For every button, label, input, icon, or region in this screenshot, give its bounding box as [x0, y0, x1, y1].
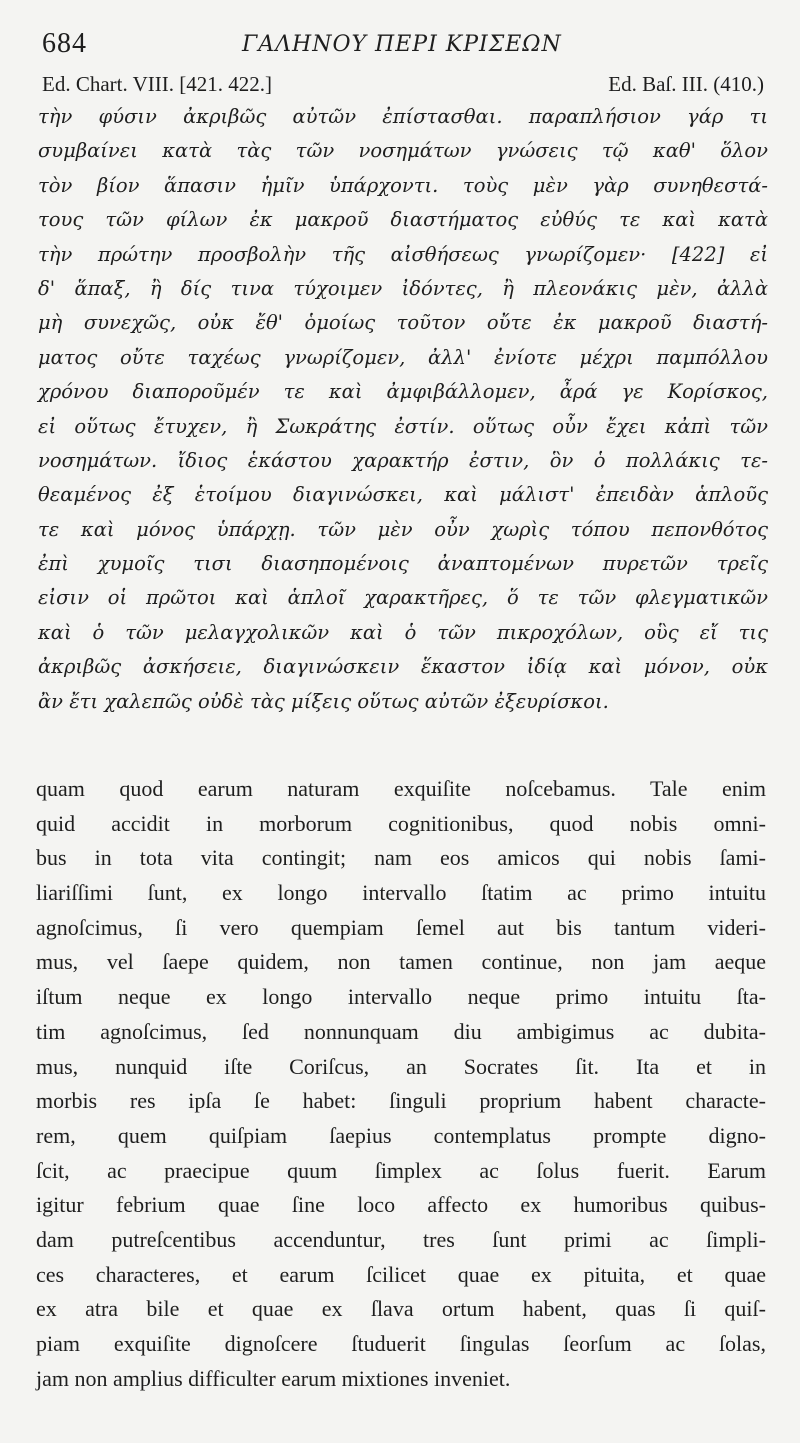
latin-text-line: ces characteres, et earum ſcilicet quae ex pituita, et quae [36, 1261, 766, 1287]
greek-text-line: ἂν ἔτι χαλεπῶς οὐδὲ τὰς μίξεις οὕτως αὐτῶν ἐξευρίσκοι. [38, 689, 609, 713]
latin-text-line: mus, nunquid iſte Coriſcus, an Socrates ſit. Ita et in [36, 1053, 766, 1079]
latin-text-line: rem, quem quiſpiam ſaepius contemplatus prompte digno- [36, 1122, 766, 1148]
greek-text-line: τε καὶ μόνος ὑπάρχῃ. τῶν μὲν οὖν χωρὶς τόπου πεπονθότος [38, 517, 768, 541]
latin-text-line: dam putreſcentibus accenduntur, tres ſunt primi ac ſimpli- [36, 1226, 766, 1252]
greek-text-line: ἐπὶ χυμοῖς τισι διασηπομένοις ἀναπτομένων πυρετῶν τρεῖς [38, 552, 768, 576]
latin-text-line: quam quod earum naturam exquiſite noſcebamus. Tale enim [36, 776, 766, 801]
latin-text-line: liariſſimi ſunt, ex longo intervallo ſtatim ac primo intuitu [36, 880, 766, 906]
latin-text-line: piam exquiſite dignoſcere ſtuduerit ſingulas ſeorſum ac ſolas, [36, 1331, 766, 1356]
greek-text-line: νοσημάτων. ἴδιος ἑκάστου χαρακτήρ ἐστιν, ὃν ὁ πολλάκις τε- [38, 448, 768, 472]
greek-text-line: χρόνου διαποροῦμέν τε καὶ ἀμφιβάλλομεν, ἆρά γε Κορίσκος, [38, 380, 768, 404]
edition-references [42, 72, 764, 100]
latin-text-line: bus in tota vita contingit; nam eos amicos qui nobis ſami- [36, 845, 766, 871]
latin-text-line: iſtum neque ex longo intervallo neque primo intuitu ſta- [36, 984, 766, 1010]
greek-text-line: ματος οὔτε ταχέως γνωρίζομεν, ἀλλ' ἐνίοτε μέχρι παμπόλλου [38, 345, 768, 369]
latin-text-line: ex atra bile et quae ex ſlava ortum habent, quas ſi quiſ- [36, 1296, 766, 1322]
greek-text-line: συμβαίνει κατὰ τὰς τῶν νοσημάτων γνώσεις τῷ καθ' ὅλον [38, 139, 768, 163]
latin-text-line: jam non amplius difficulter earum mixtiones inveniet. [36, 1365, 511, 1391]
greek-text-line: τὴν πρώτην προσβολὴν τῆς αἰσθήσεως γνωρίζομεν· [422] εἰ [38, 242, 768, 266]
greek-text-line: εἰσιν οἱ πρῶτοι καὶ ἁπλοῖ χαρακτῆρες, ὅ τε τῶν φλεγματικῶν [38, 586, 768, 610]
page-header [42, 28, 760, 68]
latin-text-line: morbis res ipſa ſe habet: ſinguli proprium habent characte- [36, 1088, 766, 1114]
edition-basel-reference: Ed. Baſ. III. (410.) [608, 72, 764, 96]
greek-text-line: ἀκριβῶς ἀσκήσειε, διαγινώσκειν ἕκαστον ἰδίᾳ καὶ μόνον, οὐκ [38, 655, 768, 679]
latin-text-block [36, 772, 766, 1396]
greek-text-line: τὴν φύσιν ἀκριβῶς αὐτῶν ἐπίστασθαι. παραπλήσιον γάρ τι [38, 105, 768, 128]
page-number: 684 [42, 28, 87, 59]
greek-text-line: θεαμένος ἐξ ἑτοίμου διαγινώσκει, καὶ μάλιστ' ἐπειδὰν ἁπλοῦς [38, 483, 768, 507]
greek-text-line: καὶ ὁ τῶν μελαγχολικῶν καὶ ὁ τῶν πικροχόλων, οὓς εἴ τις [38, 620, 768, 644]
edition-chart-reference: Ed. Chart. VIII. [421. 422.] [42, 72, 272, 96]
latin-text-line: agnoſcimus, ſi vero quempiam ſemel aut bis tantum videri- [36, 914, 766, 940]
latin-text-line: mus, vel ſaepe quidem, non tamen continue, non jam aeque [36, 949, 766, 975]
greek-text-line: δ' ἅπαξ, ἢ δίς τινα τύχοιμεν ἰδόντες, ἢ πλεονάκις μὲν, ἀλλὰ [38, 276, 768, 300]
latin-text-line: tim agnoſcimus, ſed nonnunquam diu ambigimus ac dubita- [36, 1018, 766, 1044]
greek-text-block [38, 100, 768, 719]
latin-text-line: igitur febrium quae ſine loco affecto ex humoribus quibus- [36, 1192, 766, 1218]
greek-text-line: τους τῶν φίλων ἐκ μακροῦ διαστήματος εὐθύς τε καὶ κατὰ [38, 208, 768, 232]
latin-text-line: ſcit, ac praecipue quum ſimplex ac ſolus fuerit. Earum [36, 1157, 766, 1183]
greek-text-line: τὸν βίον ἅπασιν ἡμῖν ὑπάρχοντι. τοὺς μὲν γὰρ συνηθεστά- [38, 173, 768, 197]
greek-text-line: μὴ συνεχῶς, οὐκ ἔθ' ὁμοίως τοῦτον οὔτε ἐκ μακροῦ διαστή- [38, 311, 768, 335]
running-title: ΓΑΛΗΝΟΥ ΠΕΡΙ ΚΡΙΣΕΩΝ [242, 32, 562, 57]
greek-text-line: εἰ οὕτως ἔτυχεν, ἢ Σωκράτης ἐστίν. οὕτως οὖν ἔχει κἀπὶ τῶν [38, 414, 768, 438]
latin-text-line: quid accidit in morborum cognitionibus, quod nobis omni- [36, 810, 766, 836]
